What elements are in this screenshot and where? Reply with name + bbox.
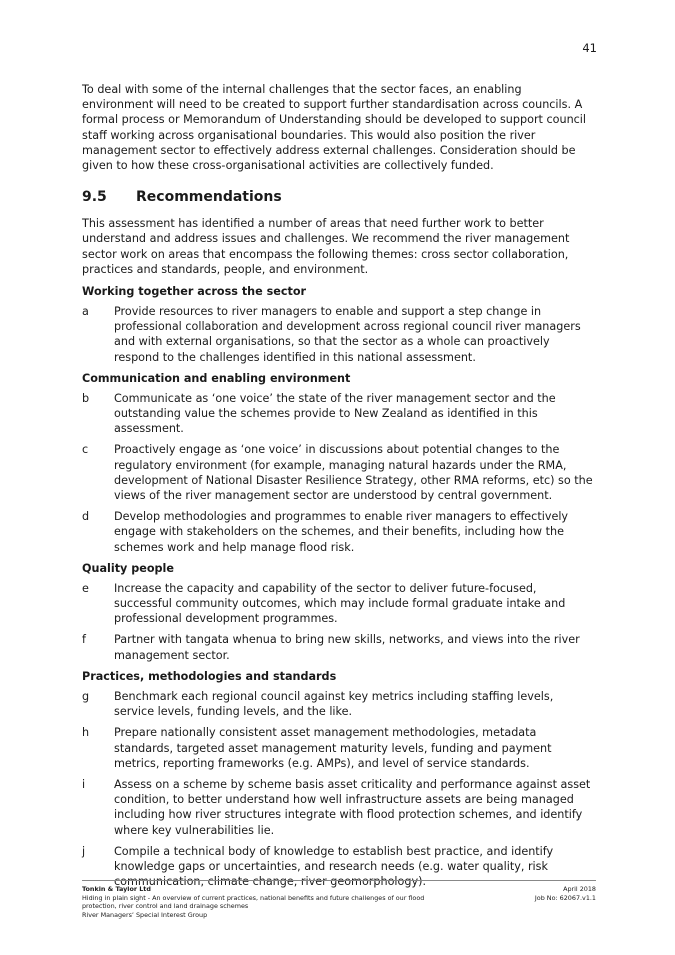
recommendation-letter: g xyxy=(82,689,90,703)
recommendation-letter: f xyxy=(82,633,86,647)
group-working-together xyxy=(82,284,596,365)
recommendation-letter: e xyxy=(82,581,89,595)
group-practices xyxy=(82,669,596,889)
footer-report-title: Hiding in plain sight - An overview of current practices, national benefits and future challenges of our flood protection, river control and land drainage schemes xyxy=(82,893,425,911)
group-heading: Practices, methodologies and standards xyxy=(82,669,337,683)
recommendation-text: Prepare nationally consistent asset management methodologies, metadata standards, targeted asset management maturity levels, funding and payment metrics, reporting frameworks (e.g. AMPs), and level of service standards. xyxy=(114,726,552,770)
recommendation-text: Increase the capacity and capability of the sector to deliver future-focused, successful community outcomes, which may include formal graduate intake and professional development programmes. xyxy=(114,581,566,626)
recommendation-letter: c xyxy=(82,443,89,457)
recommendation-letter: a xyxy=(82,305,89,319)
recommendation-letter: b xyxy=(82,391,90,405)
group-heading: Quality people xyxy=(82,561,174,575)
recommendation-f xyxy=(82,632,596,662)
group-communication xyxy=(82,371,596,555)
section-number: 9.5 xyxy=(82,189,107,206)
recommendation-text: Compile a technical body of knowledge to establish best practice, and identify knowledge gaps or uncertainties, and research needs (e.g. water quality, risk communication, climate change, river geomorphology). xyxy=(114,844,554,889)
footer-right xyxy=(535,885,596,919)
recommendation-h xyxy=(82,725,596,771)
group-quality-people xyxy=(82,561,596,663)
intro-paragraph: To deal with some of the internal challenges that the sector faces, an enabling environment will need to be created to support further standardisation across councils. A formal process or Memorandum of Understanding should be developed to support council staff working across organisational boundaries. This would also position the river management sector to effectively address external challenges. Consideration should be given to how these cross-organisational activities are collectively funded. xyxy=(82,83,587,173)
recommendation-text: Assess on a scheme by scheme basis asset criticality and performance against asset condition, to better understand how well infrastructure assets are being managed including how river structures integrate with flood protection schemes, and identify where key vulnerabilities lie. xyxy=(114,777,591,837)
footer-company: Tonkin & Taylor Ltd xyxy=(82,885,151,893)
recommendation-text: Proactively engage as ‘one voice’ in discussions about potential changes to the regulatory environment (for example, managing natural hazards under the RMA, development of National Disaster Resilience Strategy, other RMA reforms, etc) so the views of the river management sector are understood by central government. xyxy=(114,443,593,503)
recommendation-c xyxy=(82,442,596,503)
recommendation-e xyxy=(82,581,596,627)
section-title: Recommendations xyxy=(136,189,282,206)
recommendation-text: Communicate as ‘one voice’ the state of the river management sector and the outstanding value the schemes provide to New Zealand as identified in this assessment. xyxy=(114,391,556,436)
recommendation-letter: j xyxy=(82,844,86,858)
footer-date: April 2018 xyxy=(563,885,596,893)
recommendation-b xyxy=(82,391,596,437)
recommendation-letter: i xyxy=(82,777,86,791)
recommendation-text: Partner with tangata whenua to bring new skills, networks, and views into the river management sector. xyxy=(114,633,580,662)
recommendation-g xyxy=(82,689,596,719)
recommendation-letter: d xyxy=(82,510,90,524)
group-heading: Communication and enabling environment xyxy=(82,371,351,385)
footer-client: River Managers’ Special Interest Group xyxy=(82,910,208,919)
page-footer xyxy=(82,880,596,919)
footer-job-no: Job No: 62067.v1.1 xyxy=(534,893,596,902)
page-number: 41 xyxy=(582,41,597,55)
recommendation-letter: h xyxy=(82,726,90,740)
recommendation-i xyxy=(82,777,596,838)
group-heading: Working together across the sector xyxy=(82,285,307,299)
section-intro: This assessment has identified a number of areas that need further work to better understand and address issues and challenges. We recommend the river management sector work on areas that encompass the following themes: cross sector collaboration, practices and standards, people, and environment. xyxy=(82,217,570,276)
recommendation-text: Benchmark each regional council against key metrics including staffing levels, service levels, funding levels, and the like. xyxy=(114,689,554,719)
recommendation-text: Provide resources to river managers to enable and support a step change in professional collaboration and development across regional council river managers and with external organisations, so that the sector as a whole can proactively respond to the challenges identified in this national assessment. xyxy=(114,305,581,364)
document-body xyxy=(82,82,596,895)
recommendation-text: Develop methodologies and programmes to enable river managers to effectively engage with stakeholders on the schemes, and their benefits, including how the schemes work and help manage flood risk. xyxy=(114,510,569,554)
footer-left xyxy=(82,885,452,919)
section-heading xyxy=(82,188,596,206)
recommendation-d xyxy=(82,509,596,555)
recommendation-a xyxy=(82,304,596,365)
